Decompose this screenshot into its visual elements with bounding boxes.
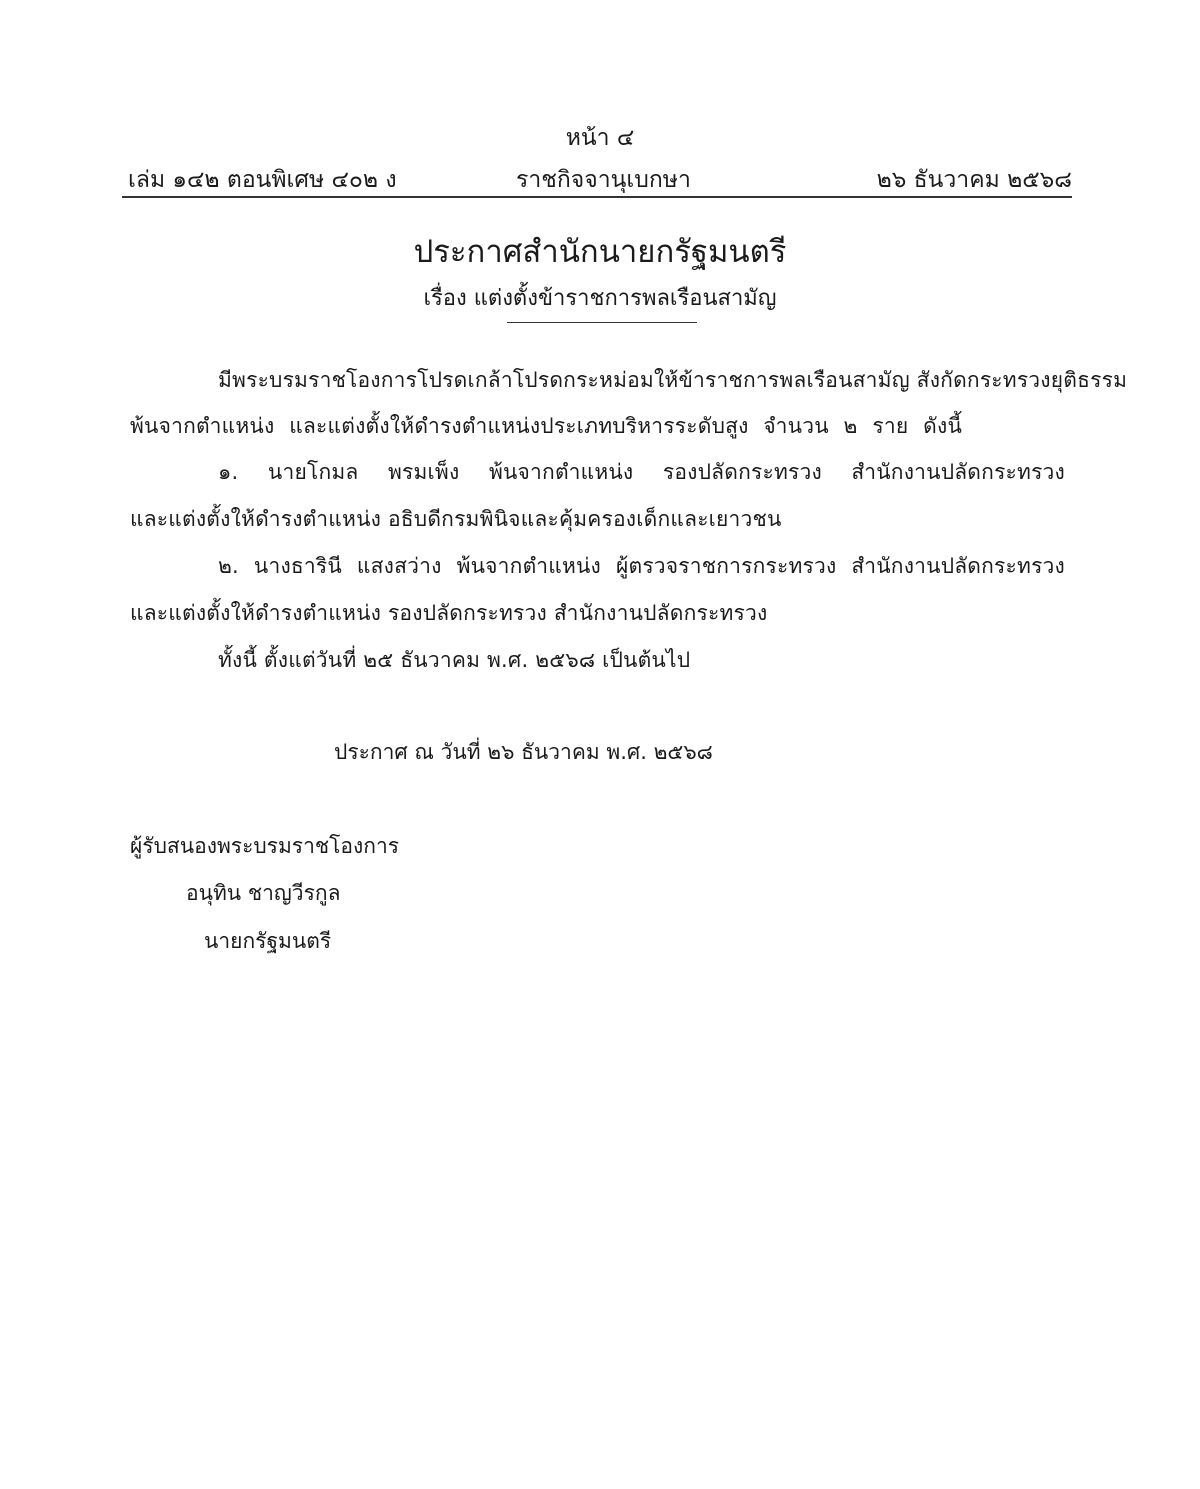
body-line-1: มีพระบรมราชโองการโปรดเกล้าโปรดกระหม่อมให้ข้าราชการพลเรือนสามัญ สังกัดกระทรวงยุติธรรม xyxy=(218,368,1128,392)
document-subject: เรื่อง แต่งตั้งข้าราชการพลเรือนสามัญ xyxy=(423,286,777,311)
document-title: ประกาศสำนักนายกรัฐมนตรี xyxy=(413,234,787,270)
header-divider xyxy=(122,196,1072,198)
volume-issue: เล่ม ๑๔๒ ตอนพิเศษ ๔๐๒ ง xyxy=(128,167,397,193)
countersign-label: ผู้รับสนองพระบรมราชโองการ xyxy=(130,834,400,858)
gazette-name: ราชกิจจานุเบกษา xyxy=(516,167,691,193)
title-divider xyxy=(507,322,697,323)
page-number: หน้า ๔ xyxy=(565,125,635,151)
body-line-7: ทั้งนี้ ตั้งแต่วันที่ ๒๕ ธันวาคม พ.ศ. ๒๕๖๘ เป็นต้นไป xyxy=(218,648,691,672)
body-line-4: และแต่งตั้งให้ดำรงตำแหน่ง อธิบดีกรมพินิจและคุ้มครองเด็กและเยาวชน xyxy=(130,507,782,531)
body-line-2: พ้นจากตำแหน่ง และแต่งตั้งให้ดำรงตำแหน่งประเภทบริหารระดับสูง จำนวน ๒ ราย ดังนี้ xyxy=(130,414,962,438)
signatory-position: นายกรัฐมนตรี xyxy=(204,929,332,953)
body-line-6: และแต่งตั้งให้ดำรงตำแหน่ง รองปลัดกระทรวง สำนักงานปลัดกระทรวง xyxy=(130,601,768,625)
body-line-5: ๒. นางธารินี แสงสว่าง พ้นจากตำแหน่ง ผู้ตรวจราชการกระทรวง สำนักงานปลัดกระทรวง xyxy=(218,554,1065,578)
signatory-name: อนุทิน ชาญวีรกูล xyxy=(186,881,341,905)
publication-date: ๒๖ ธันวาคม ๒๕๖๘ xyxy=(876,167,1072,193)
body-line-3: ๑. นายโกมล พรมเพ็ง พ้นจากตำแหน่ง รองปลัดกระทรวง สำนักงานปลัดกระทรวง xyxy=(218,460,1065,484)
announcement-date: ประกาศ ณ วันที่ ๒๖ ธันวาคม พ.ศ. ๒๕๖๘ xyxy=(334,740,713,764)
